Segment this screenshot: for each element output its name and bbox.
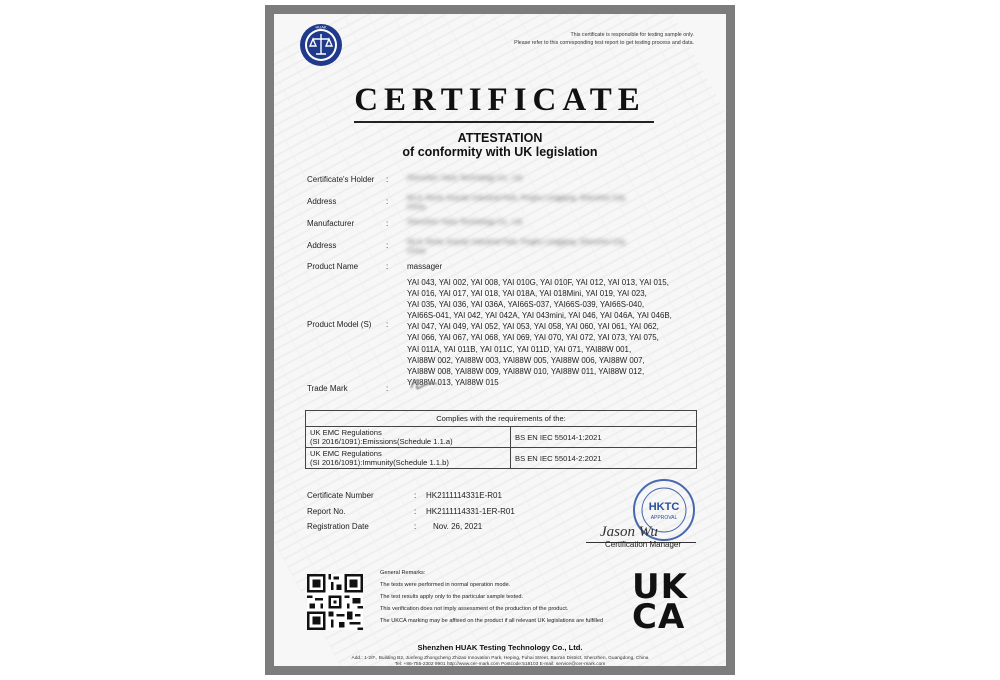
table-row	[306, 427, 697, 448]
seal-subtext: APPROVAL	[650, 515, 678, 521]
qr-code-icon	[307, 574, 363, 630]
table-row	[306, 448, 697, 469]
report-no-value: HK2111114331-1ER-R01	[426, 507, 515, 516]
responsibility-notice	[514, 31, 694, 47]
model-line: YAI 011A, YAI 011B, YAI 011C, YAI 011D, YAI 071, YAI88W 001,	[407, 344, 632, 354]
regulation-cell	[306, 427, 511, 448]
model-line: YAI 043, YAI 002, YAI 008, YAI 010G, YAI 010F, YAI 012, YAI 013, YAI 015,	[407, 278, 669, 287]
remark-item: The UKCA marking may be affixed on the product if all relevant UK legislations are fulfilled	[380, 618, 604, 625]
certificate-frame	[265, 5, 735, 675]
manufacturer-address-label: Address	[307, 241, 337, 250]
holder-address-line-1: No.8, Renlu Jinyuan Industrial Park, Pinghu Longgang, Shenzhen City,	[407, 195, 627, 202]
product-name-colon: :	[386, 262, 389, 271]
regulation-cell	[306, 448, 511, 469]
certificate-sheet	[274, 14, 726, 666]
attestation-heading: ATTESTATION	[457, 131, 543, 145]
ukca-top: UK	[632, 567, 688, 607]
requirements-header: Complies with the requirements of the:	[306, 411, 697, 427]
certificate-title: CERTIFICATE	[354, 82, 646, 118]
manufacturer-value: Shenzhen Yiaon Technology Co., Ltd.	[407, 219, 524, 226]
model-line: YAI88W 013, YAI88W 015	[407, 377, 499, 387]
regulation-line-2: (SI 2016/1091):Emissions(Schedule 1.1.a)	[310, 437, 453, 446]
certificate-number-colon: :	[414, 491, 417, 500]
remark-item: The test results apply only to the particular sample tested.	[380, 594, 524, 601]
report-no-label: Report No.	[307, 507, 346, 516]
manufacturer-address-line-2: China	[407, 248, 426, 255]
report-no-colon: :	[414, 507, 417, 516]
model-line: YAI 016, YAI 017, YAI 018, YAI 018A, YAI 018Mini, YAI 019, YAI 023,	[407, 289, 647, 299]
registration-date-value: Nov. 26, 2021	[433, 522, 483, 531]
holder-address-line-2: China	[407, 204, 426, 211]
svg-text:HUAK: HUAK	[315, 24, 327, 30]
issuer-address: Add.: 1-2/F., Building B2, Junfeng Zhongcheng Zhizao Innovation Park, Heping, Fuhai Street, Bao'an District, Shenzhen, Guangdong, China	[351, 656, 649, 661]
registration-date-colon: :	[414, 522, 417, 531]
remarks-title: General Remarks:	[380, 570, 426, 576]
holder-address-label: Address	[307, 197, 337, 206]
standard-cell: BS EN IEC 55014-1:2021	[511, 427, 697, 448]
remark-item: The tests were performed in normal operation mode.	[380, 582, 511, 589]
standard-cell: BS EN IEC 55014-2:2021	[511, 448, 697, 469]
certificate-number-label: Certificate Number	[307, 491, 374, 500]
general-remarks	[380, 567, 603, 627]
registration-date-label: Registration Date	[307, 522, 369, 531]
notice-line-2: Please refer to this corresponding test report to get testing process and data.	[514, 40, 694, 46]
holder-address-colon: :	[386, 197, 389, 206]
issuer-contact: Tel: +86-755-2302 9901 http://www.cer-mark.com Postcode:518103 E-mail: service@cer-mark.com	[394, 662, 606, 666]
model-line: YAI88W 008, YAI88W 009, YAI88W 010, YAI88W 011, YAI88W 012,	[407, 366, 645, 376]
huak-logo-icon	[299, 23, 343, 67]
ukca-bottom: CA	[632, 597, 686, 637]
notice-line-1: This certificate is responsible for testing sample only.	[570, 32, 694, 38]
holder-value: Shenzhen Yiaon Technology Co., Ltd.	[407, 175, 524, 182]
model-line: YAI 035, YAI 036, YAI 036A, YAI66S-037, YAI66S-039, YAI66S-040,	[407, 300, 645, 310]
ukca-mark	[632, 567, 694, 637]
certificate-number-value: HK2111114331E-R01	[426, 491, 502, 500]
trade-mark-label: Trade Mark	[307, 384, 348, 393]
issuer-company: Shenzhen HUAK Testing Technology Co., Ltd.	[417, 643, 583, 652]
attestation-subheading: of conformity with UK legislation	[402, 145, 598, 159]
product-model-label: Product Model (S)	[307, 320, 372, 329]
holder-colon: :	[386, 175, 389, 184]
manufacturer-label: Manufacturer	[307, 219, 355, 228]
manufacturer-address-line-1: No.8, Renlu Jinyuan Industrial Park, Pinghu Longgang, Shenzhen City,	[407, 239, 627, 246]
manufacturer-address-colon: :	[386, 241, 389, 250]
product-model-list	[407, 277, 697, 388]
title-underline	[354, 121, 654, 123]
model-line: YAI66S-041, YAI 042, YAI 042A, YAI 043mini, YAI 046, YAI 046A, YAI 046B,	[407, 311, 672, 321]
product-name-label: Product Name	[307, 262, 359, 271]
requirements-table	[305, 410, 697, 469]
regulation-line-2: (SI 2016/1091):Immunity(Schedule 1.1.b)	[310, 458, 449, 467]
model-line: YAI88W 002, YAI88W 003, YAI88W 005, YAI88W 006, YAI88W 007,	[407, 355, 645, 365]
product-model-colon: :	[386, 320, 389, 329]
regulation-line-1: UK EMC Regulations	[310, 449, 382, 458]
certification-manager-label: Certification Manager	[605, 540, 682, 549]
signature-text: Jason Wu	[600, 524, 658, 540]
remark-item: This verification does not imply assessment of the production of the product.	[380, 606, 569, 613]
manufacturer-colon: :	[386, 219, 389, 228]
model-line: YAI 047, YAI 049, YAI 052, YAI 053, YAI 058, YAI 060, YAI 061, YAI 062,	[407, 322, 659, 332]
trade-mark-colon: :	[386, 384, 389, 393]
regulation-line-1: UK EMC Regulations	[310, 428, 382, 437]
product-name-value: massager	[407, 262, 443, 271]
trade-mark-logo-icon	[407, 376, 441, 392]
seal-text: HKTC	[648, 501, 680, 513]
holder-label: Certificate's Holder	[307, 175, 375, 184]
model-line: YAI 066, YAI 067, YAI 068, YAI 069, YAI 070, YAI 072, YAI 073, YAI 075,	[407, 333, 659, 343]
